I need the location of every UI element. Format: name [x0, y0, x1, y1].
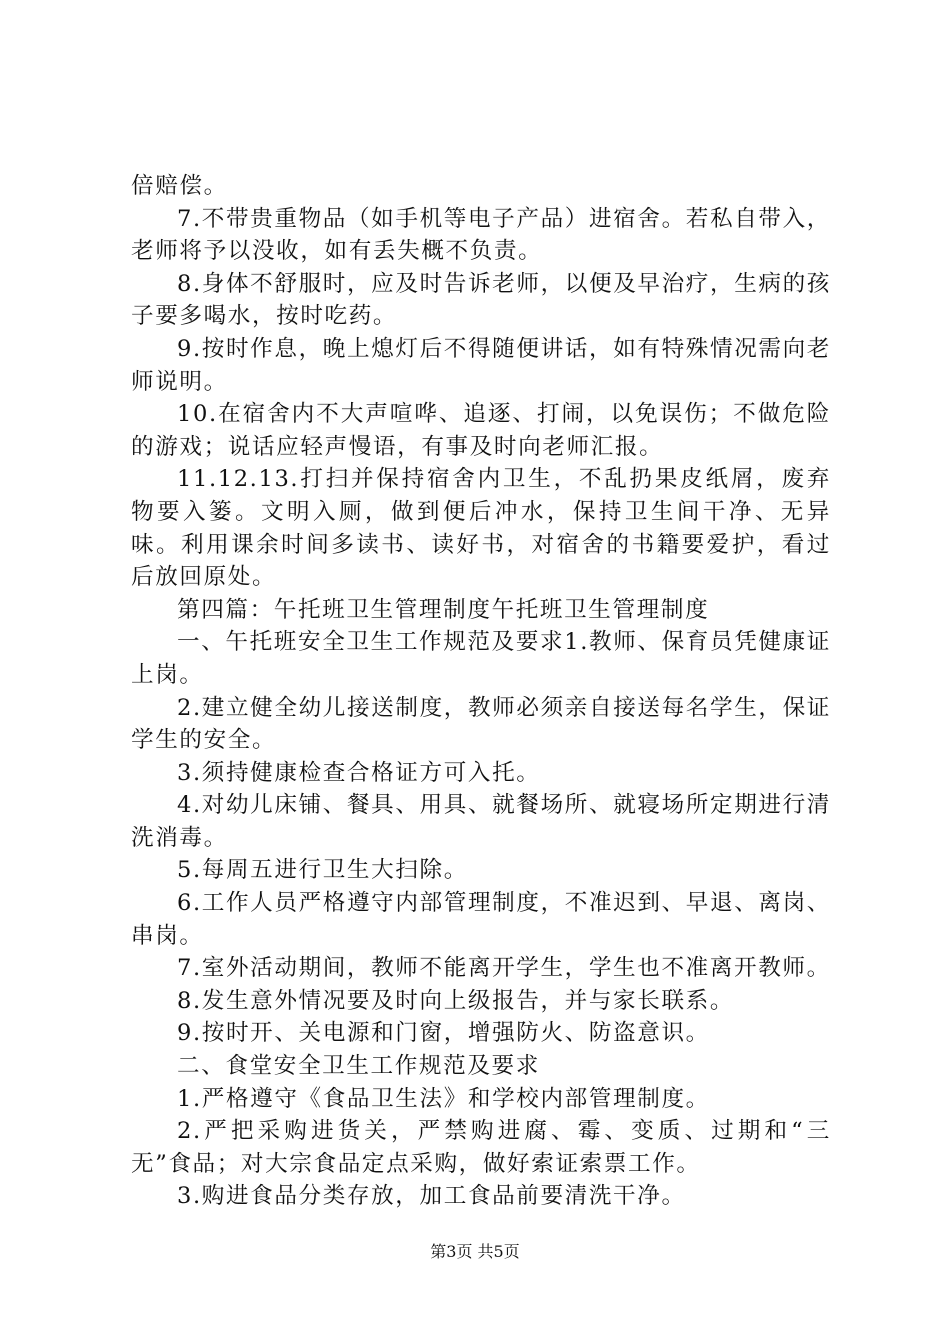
- paragraph: 1.严格遵守《食品卫生法》和学校内部管理制度。: [177, 1085, 710, 1112]
- section-heading: 二、食堂安全卫生工作规范及要求: [177, 1053, 540, 1080]
- paragraph: 2.严把采购进货关，严禁购进腐、霉、变质、过期和“三无”食品；对大宗食品定点采购，做好索证索票工作。: [131, 1118, 831, 1177]
- document-body: [131, 170, 831, 1213]
- paragraph: 7.不带贵重物品（如手机等电子产品）进宿舍。若私自带入，老师将予以没收，如有丢失概不负责。: [131, 205, 831, 265]
- paragraph: 9.按时作息，晚上熄灯后不得随便讲话，如有特殊情况需向老师说明。: [131, 335, 831, 395]
- paragraph: 8.发生意外情况要及时向上级报告，并与家长联系。: [177, 987, 735, 1014]
- paragraph: 倍赔偿。: [131, 173, 228, 199]
- paragraph: 3.须持健康检查合格证方可入托。: [177, 759, 541, 786]
- page-number: 第3页 共5页: [430, 1242, 520, 1261]
- paragraph: 3.购进食品分类存放，加工食品前要清洗干净。: [177, 1183, 686, 1210]
- section-heading: 第四篇：午托班卫生管理制度午托班卫生管理制度: [177, 596, 710, 623]
- paragraph: 11.12.13.打扫并保持宿舍内卫生，不乱扔果皮纸屑，废弃物要入篓。文明入厕，做到便后冲水，保持卫生间干净、无异味。利用课余时间多读书、读好书，对宿舍的书籍要爱护，看过后放回原处。: [131, 466, 831, 591]
- paragraph: 8.身体不舒服时，应及时告诉老师，以便及早治疗，生病的孩子要多喝水，按时吃药。: [131, 270, 831, 330]
- paragraph: 10.在宿舍内不大声喧哗、追逐、打闹，以免误伤；不做危险的游戏；说话应轻声慢语，有事及时向老师汇报。: [131, 401, 831, 460]
- paragraph: 6.工作人员严格遵守内部管理制度，不准迟到、早退、离岗、串岗。: [131, 890, 831, 949]
- paragraph: 5.每周五进行卫生大扫除。: [177, 857, 468, 884]
- paragraph: 7.室外活动期间，教师不能离开学生，学生也不准离开教师。: [177, 955, 831, 982]
- paragraph: 一、午托班安全卫生工作规范及要求1.教师、保育员凭健康证上岗。: [131, 629, 831, 688]
- paragraph: 4.对幼儿床铺、餐具、用具、就餐场所、就寝场所定期进行清洗消毒。: [131, 792, 831, 851]
- paragraph: 2.建立健全幼儿接送制度，教师必须亲自接送每名学生，保证学生的安全。: [131, 694, 831, 754]
- paragraph: 9.按时开、关电源和门窗，增强防火、防盗意识。: [177, 1020, 710, 1047]
